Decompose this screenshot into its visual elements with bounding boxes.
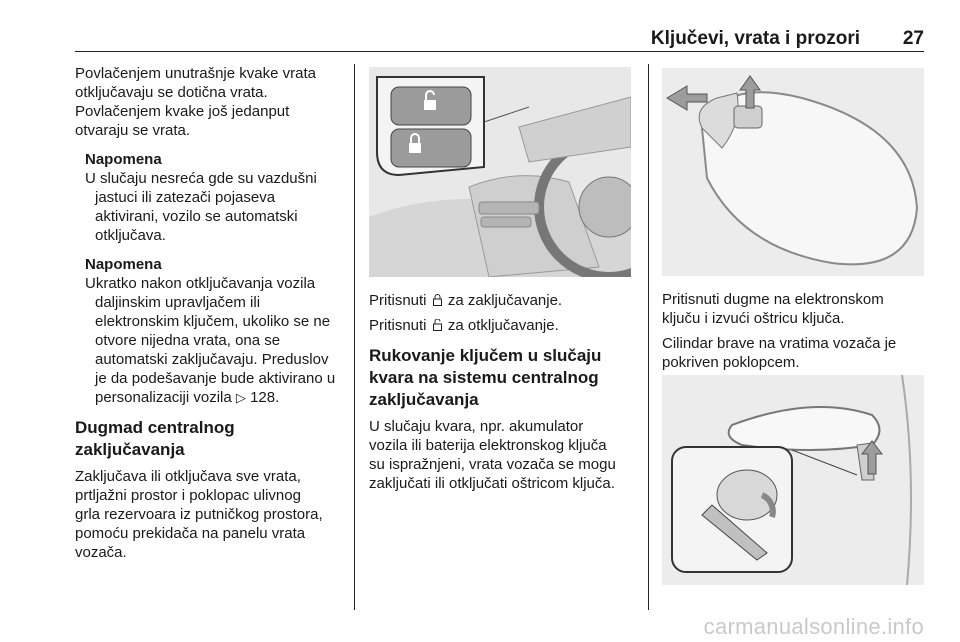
- note-line: elektronskim ključem, ukoliko se ne: [95, 313, 331, 330]
- page-number: 27: [902, 28, 924, 49]
- column-divider-1: [354, 64, 355, 610]
- body-line: zaključati ili otključati oštricom ključa.: [369, 475, 615, 492]
- note-line: aktivirani, vozilo se automatski: [95, 208, 298, 225]
- note-title: Napomena: [85, 151, 162, 168]
- body-line: su ispražnjeni, vrata vozača se mogu: [369, 456, 616, 473]
- note-line-with-ref: [85, 388, 347, 407]
- body-line: vozača.: [75, 544, 127, 561]
- note-line: otvore nijedna vrata, ona se: [95, 332, 281, 349]
- door-handle-key-illustration: [662, 375, 924, 585]
- note-title: Napomena: [85, 256, 162, 273]
- column-2-text: [369, 341, 641, 493]
- caption-lock: Pritisnuti za zaključavanje.: [369, 292, 563, 309]
- electronic-key-illustration: [662, 68, 924, 276]
- intro-line: Povlačenjem unutrašnje kvake vrata: [75, 65, 316, 82]
- door-handle-drawing: [662, 375, 924, 585]
- note-2: [75, 255, 347, 407]
- body-line: grla rezervoara iz putničkog prostora,: [75, 506, 323, 523]
- intro-line: otključavaju se dotična vrata.: [75, 84, 268, 101]
- caption-line: Cilindar brave na vratima vozača je: [662, 335, 897, 352]
- body-line: Zaključava ili otključava sve vrata,: [75, 468, 301, 485]
- note-line: je da podešavanje bude aktivirano u: [95, 370, 336, 387]
- page-reference-arrow-icon: ▷: [235, 390, 246, 405]
- chapter-title: Ključevi, vrata i prozori: [650, 28, 860, 49]
- body-line: pomoću prekidača na panelu vrata: [75, 525, 306, 542]
- note-line: personalizaciji vozila: [95, 389, 232, 406]
- page-reference-link[interactable]: 128.: [250, 389, 280, 406]
- note-line: automatski zaključavaju. Preduslov: [95, 351, 329, 368]
- body-line: prtljažni prostor i poklopac ulivnog: [75, 487, 301, 504]
- note-line: U slučaju nesreća gde su vazdušni: [85, 170, 317, 187]
- intro-line: otvaraju se vrata.: [75, 122, 191, 139]
- body-line: vozila ili baterija elektronskog ključa: [369, 437, 607, 454]
- note-line: daljinskim upravljačem ili: [95, 294, 261, 311]
- caption-line: Pritisnuti dugme na elektronskom: [662, 291, 884, 308]
- column-divider-2: [648, 64, 649, 610]
- door-panel-drawing: [369, 67, 631, 277]
- page-header: [75, 24, 924, 52]
- note-1: [75, 150, 347, 245]
- lock-icon: [433, 294, 442, 306]
- watermark: carmanualsonline.info: [703, 614, 924, 639]
- caption-line: pokriven poklopcem.: [662, 354, 800, 371]
- caption-line: ključu i izvući oštricu ključa.: [662, 310, 845, 327]
- note-line: jastuci ili zatezači pojaseva: [95, 189, 276, 206]
- body-line: U slučaju kvara, npr. akumulator: [369, 418, 584, 435]
- header-rule: [75, 51, 924, 52]
- caption-unlock: Pritisnuti za otključavanje.: [369, 317, 559, 334]
- column-3-text: [662, 290, 932, 372]
- section-heading: Dugmad centralnog zaključavanja: [75, 418, 235, 459]
- column-1: [75, 64, 347, 562]
- note-line: Ukratko nakon otključavanja vozila: [85, 275, 316, 292]
- key-drawing: [662, 68, 924, 276]
- note-line: otključava.: [95, 227, 166, 244]
- section-heading: Rukovanje ključem u slučaju kvara na sistemu centralnog zaključavanja: [369, 346, 602, 409]
- door-lock-switch-illustration: [369, 67, 631, 277]
- unlock-icon: [433, 319, 442, 331]
- intro-line: Povlačenjem kvake još jedanput: [75, 103, 290, 120]
